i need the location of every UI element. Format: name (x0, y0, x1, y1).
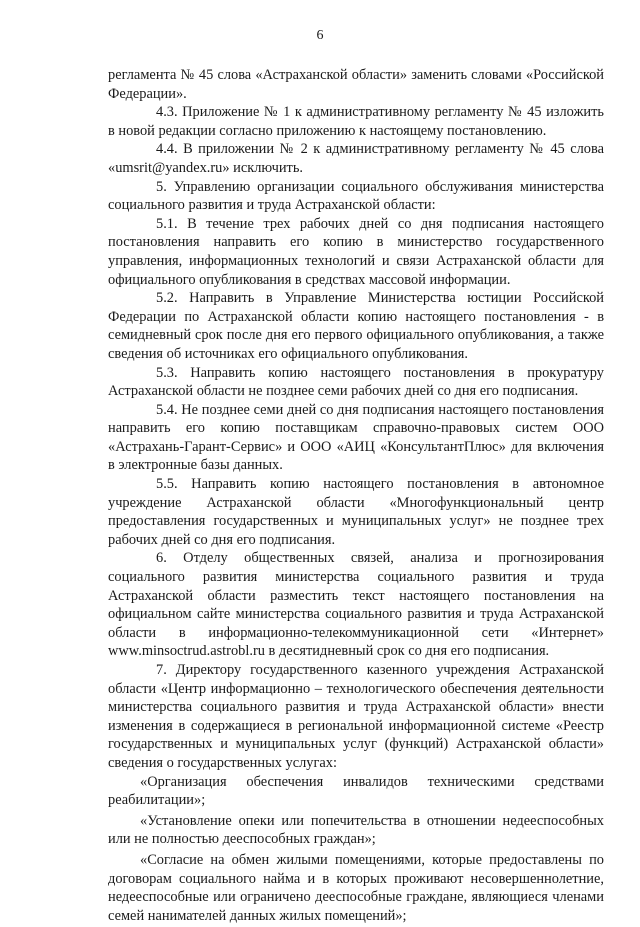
paragraph-4-2-continuation: регламента № 45 слова «Астраханской области» заменить словами «Российской Федерации». (108, 67, 604, 102)
paragraph-4-3: 4.3. Приложение № 1 к административному регламенту № 45 изложить в новой редакции согласно приложению к настоящему постановлению. (108, 104, 604, 139)
paragraph-5-5: 5.5. Направить копию настоящего постановления в автономное учреждение Астраханской области «Многофункциональный центр предоставления государственных и муниципальных услуг» не позднее трех рабочих дней со дня его подписания. (108, 476, 604, 548)
paragraph-4-4: 4.4. В приложении № 2 к административному регламенту № 45 слова «umsrit@yandex.ru» исключить. (108, 141, 604, 176)
service-item: «Согласие на обмен жилыми помещениями, которые предоставлены по договорам социального найма и в которых проживают несовершеннолетние, недееспособные или ограничено дееспособные граждане, являющиеся членами семей нанимателей данных жилых помещений»; (108, 851, 604, 924)
paragraph-7: 7. Директору государственного казенного учреждения Астраханской области «Центр информационно – технологического обеспечения деятельности министерства социального развития и труда Астраханской области» внести изменения в содержащиеся в региональной информационной системе «Реестр государственных и муниципальных услуг (функций) Астраханской области» сведения о государственных услугах: (108, 662, 604, 771)
paragraph-5: 5. Управлению организации социального обслуживания министерства социального развития и труда Астраханской области: (108, 178, 604, 214)
page-number: 6 (316, 28, 324, 43)
paragraph-5-1: 5.1. В течение трех рабочих дней со дня подписания настоящего постановления направить его копию в министерство государственного управления, информационных технологий и связи Астраханской области для официального опубликования в средствах массовой информации. (108, 215, 604, 288)
paragraph-5-2: 5.2. Направить в Управление Министерства юстиции Российской Федерации по Астраханской области копию настоящего постановления - в семидневный срок после дня его первого официального опубликования, а также сведения об источниках его официального опубликования. (108, 290, 604, 362)
document-body (108, 66, 604, 927)
service-item: «Установление опеки или попечительства в отношении недееспособных или не полностью дееспособных граждан»; (108, 812, 604, 848)
paragraph-5-4: 5.4. Не позднее семи дней со дня подписания настоящего постановления направить его копию поставщикам справочно-правовых систем ООО «Астрахань-Гарант-Сервис» и ООО «АИЦ «КонсультантПлюс» для включения в электронные базы данных. (108, 401, 604, 474)
paragraph-6: 6. Отделу общественных связей, анализа и прогнозирования социального развития министерства социального развития и труда Астраханской области разместить текст настоящего постановления на официальном сайте министерства социального развития и труда Астраханской области в информационно-телекоммуникационной сети «Интернет» www.minsoctrud.astrobl.ru в десятидневный срок со дня его подписания. (108, 550, 604, 660)
service-item: «Организация обеспечения инвалидов техническими средствами реабилитации»; (108, 773, 604, 809)
paragraph-5-3: 5.3. Направить копию настоящего постановления в прокуратуру Астраханской области не позднее семи рабочих дней со дня его подписания. (108, 364, 604, 400)
